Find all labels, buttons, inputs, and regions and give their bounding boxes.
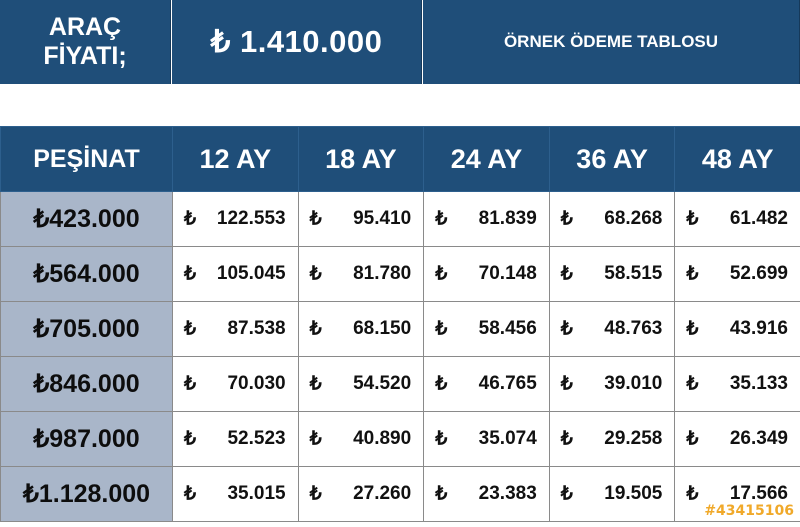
installment-cell: [298, 302, 424, 357]
installment-amount: 58.515: [604, 263, 663, 284]
installment-amount: 17.566: [729, 483, 788, 504]
installment-cell: [675, 247, 800, 302]
currency-symbol: ₺: [686, 428, 699, 450]
installment-amount: 35.015: [227, 483, 286, 504]
installment-cell: [173, 467, 299, 522]
installment-amount: 35.133: [729, 373, 788, 394]
payment-table: [0, 126, 800, 522]
currency-symbol: ₺: [686, 208, 699, 230]
column-header-24-months: 24 AY: [424, 127, 550, 192]
table-title: ÖRNEK ÖDEME TABLOSU: [423, 0, 800, 84]
currency-symbol: ₺: [560, 263, 573, 285]
currency-symbol: ₺: [560, 373, 573, 395]
installment-amount: 105.045: [216, 263, 286, 284]
currency-symbol: ₺: [184, 318, 197, 340]
installment-amount: 35.074: [478, 428, 537, 449]
currency-symbol: ₺: [309, 208, 322, 230]
installment-amount: 61.482: [729, 208, 788, 229]
currency-symbol: ₺: [560, 428, 573, 450]
currency-symbol: ₺: [435, 483, 448, 505]
installment-amount: 29.258: [604, 428, 663, 449]
installment-cell: [173, 412, 299, 467]
currency-symbol: ₺: [309, 373, 322, 395]
installment-amount: 19.505: [604, 483, 663, 504]
installment-amount: 70.148: [478, 263, 537, 284]
currency-symbol: ₺: [435, 318, 448, 340]
installment-amount: 27.260: [353, 483, 412, 504]
installment-amount: 40.890: [353, 428, 412, 449]
installment-amount: 23.383: [478, 483, 537, 504]
downpayment-cell: ₺423.000: [1, 192, 173, 247]
currency-symbol: ₺: [686, 318, 699, 340]
currency-symbol: ₺: [184, 428, 197, 450]
installment-cell: [173, 302, 299, 357]
currency-symbol: ₺: [686, 373, 699, 395]
currency-symbol: ₺: [435, 373, 448, 395]
installment-cell: [298, 357, 424, 412]
currency-symbol: ₺: [184, 483, 197, 505]
installment-amount: 68.150: [353, 318, 412, 339]
currency-symbol: ₺: [560, 318, 573, 340]
currency-symbol: ₺: [435, 263, 448, 285]
installment-cell: [298, 467, 424, 522]
installment-amount: 95.410: [353, 208, 412, 229]
column-header-36-months: 36 AY: [549, 127, 675, 192]
installment-cell: [549, 412, 675, 467]
installment-cell: [298, 412, 424, 467]
installment-cell: [298, 247, 424, 302]
column-header-48-months: 48 AY: [675, 127, 800, 192]
currency-symbol: ₺: [309, 483, 322, 505]
installment-cell: [424, 467, 550, 522]
vehicle-price-value: ₺ 1.410.000: [172, 0, 422, 84]
installment-amount: 68.268: [604, 208, 663, 229]
installment-amount: 48.763: [604, 318, 663, 339]
installment-cell: [549, 247, 675, 302]
installment-amount: 81.839: [478, 208, 537, 229]
downpayment-cell: ₺705.000: [1, 302, 173, 357]
table-row: [1, 357, 800, 412]
currency-symbol: ₺: [184, 208, 197, 230]
installment-cell: [298, 192, 424, 247]
vehicle-price-label: ARAÇ FİYATI;: [0, 0, 171, 84]
installment-amount: 46.765: [478, 373, 537, 394]
column-header-downpayment: PEŞİNAT: [1, 127, 173, 192]
installment-amount: 81.780: [353, 263, 412, 284]
currency-symbol: ₺: [560, 208, 573, 230]
currency-symbol: ₺: [309, 428, 322, 450]
installment-cell: [424, 357, 550, 412]
table-header-row: [1, 127, 800, 192]
table-row: [1, 302, 800, 357]
installment-cell: [173, 192, 299, 247]
currency-symbol: ₺: [309, 318, 322, 340]
installment-amount: 43.916: [729, 318, 788, 339]
installment-amount: 26.349: [729, 428, 788, 449]
installment-cell: [424, 247, 550, 302]
currency-symbol: ₺: [184, 373, 197, 395]
installment-cell: [173, 357, 299, 412]
installment-amount: 52.699: [729, 263, 788, 284]
currency-symbol: ₺: [686, 263, 699, 285]
table-row: [1, 467, 800, 522]
installment-amount: 87.538: [227, 318, 286, 339]
installment-cell: [675, 302, 800, 357]
installment-amount: 54.520: [353, 373, 412, 394]
installment-cell: [675, 412, 800, 467]
installment-amount: 52.523: [227, 428, 286, 449]
currency-symbol: ₺: [435, 208, 448, 230]
downpayment-cell: ₺846.000: [1, 357, 173, 412]
table-row: [1, 192, 800, 247]
table-row: [1, 412, 800, 467]
price-header: [0, 0, 800, 85]
downpayment-cell: ₺1.128.000: [1, 467, 173, 522]
installment-amount: 70.030: [227, 373, 286, 394]
installment-cell: [675, 192, 800, 247]
currency-symbol: ₺: [184, 263, 197, 285]
column-header-12-months: 12 AY: [173, 127, 299, 192]
installment-cell: [675, 357, 800, 412]
installment-cell: [549, 192, 675, 247]
installment-cell: [173, 247, 299, 302]
currency-symbol: ₺: [435, 428, 448, 450]
installment-cell: [549, 302, 675, 357]
watermark-id: #43415106: [704, 503, 794, 519]
installment-cell: [424, 192, 550, 247]
installment-cell: [424, 412, 550, 467]
installment-amount: 39.010: [604, 373, 663, 394]
installment-cell: [549, 357, 675, 412]
currency-symbol: ₺: [686, 483, 699, 505]
table-row: [1, 247, 800, 302]
installment-amount: 58.456: [478, 318, 537, 339]
installment-cell: [424, 302, 550, 357]
downpayment-cell: ₺564.000: [1, 247, 173, 302]
column-header-18-months: 18 AY: [298, 127, 424, 192]
currency-symbol: ₺: [560, 483, 573, 505]
downpayment-cell: ₺987.000: [1, 412, 173, 467]
installment-amount: 122.553: [216, 208, 286, 229]
installment-cell: [549, 467, 675, 522]
currency-symbol: ₺: [309, 263, 322, 285]
